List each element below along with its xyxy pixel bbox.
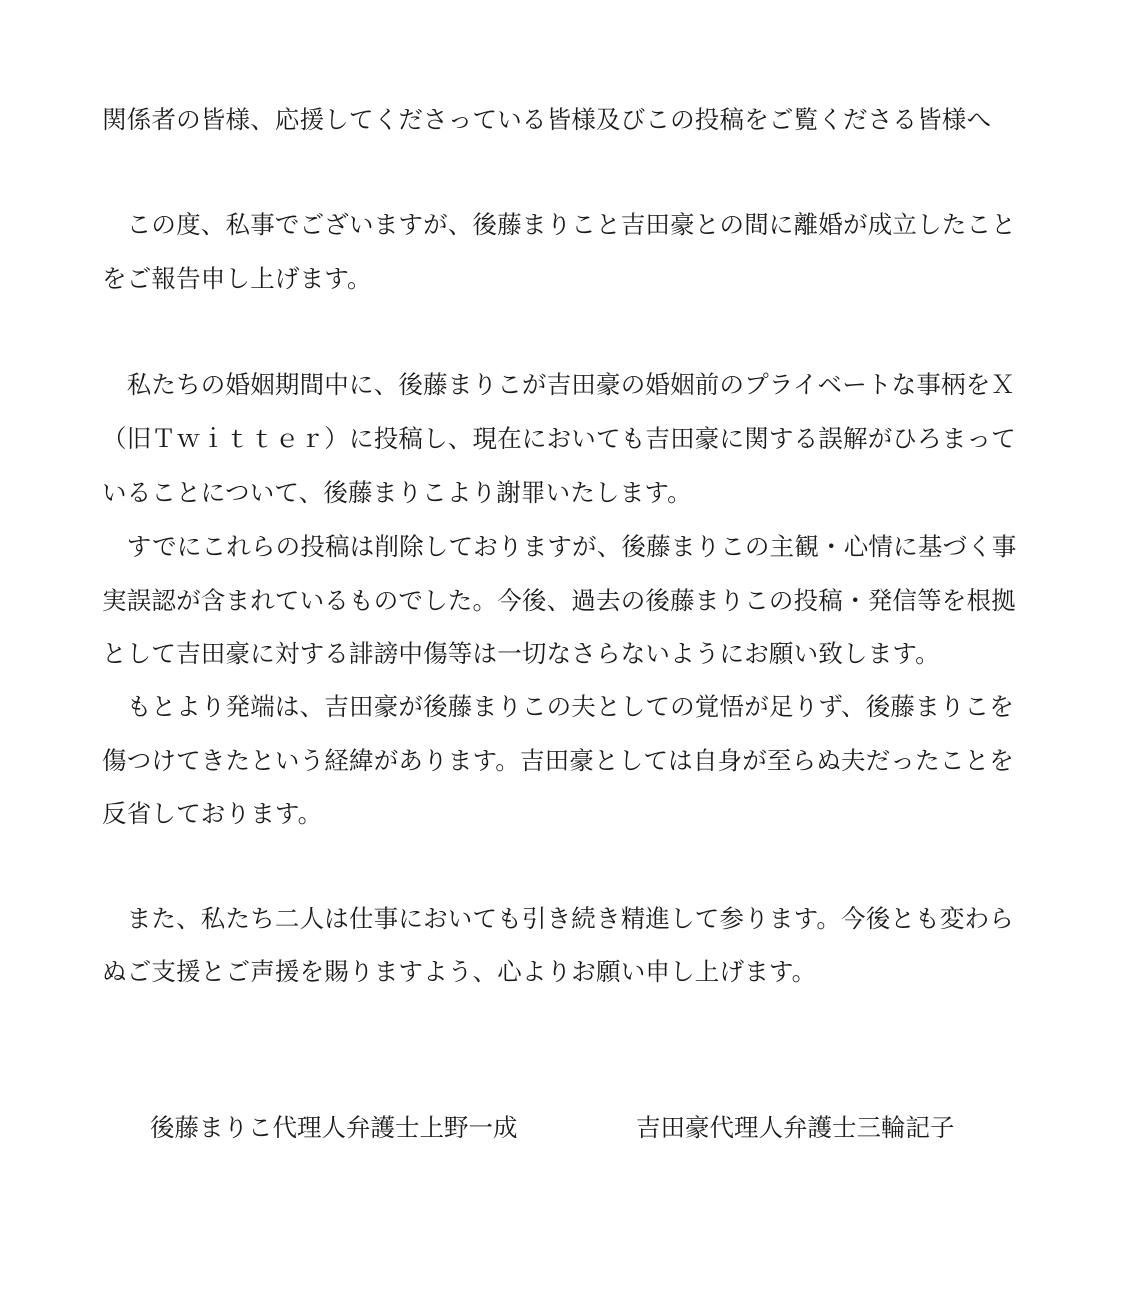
signature-goto-attorney: 後藤まりこ代理人弁護士上野一成: [150, 1113, 518, 1142]
paragraph-line: 実誤認が含まれているものでした。今後、過去の後藤まりこの投稿・発信等を根拠: [102, 586, 1016, 615]
salutation: 関係者の皆様、応援してくださっている皆様及びこの投稿をご覧くださる皆様へ: [102, 105, 992, 134]
paragraph-line: 私たちの婚姻期間中に、後藤まりこが吉田豪の婚姻前のプライベートな事柄をＸ: [102, 370, 1016, 399]
paragraph-line: いることについて、後藤まりこより謝罪いたします。: [102, 478, 692, 507]
paragraph-line: として吉田豪に対する誹謗中傷等は一切なさらないようにお願い致します。: [102, 639, 940, 668]
paragraph-line: もとより発端は、吉田豪が後藤まりこの夫としての覚悟が足りず、後藤まりこを: [102, 692, 1014, 721]
paragraph-line: また、私たち二人は仕事においても引き続き精進して参ります。今後とも変わら: [102, 904, 1014, 933]
paragraph-line: 傷つけてきたという経緯があります。吉田豪としては自身が至らぬ夫だったことを: [102, 746, 1014, 775]
signature-yoshida-attorney: 吉田豪代理人弁護士三輪記子: [636, 1113, 955, 1142]
paragraph-line: をご報告申し上げます。: [102, 264, 372, 293]
paragraph-line: すでにこれらの投稿は削除しておりますが、後藤まりこの主観・心情に基づく事: [102, 532, 1017, 561]
paragraph-line: （旧Ｔｗｉｔｔｅｒ）に投稿し、現在においても吉田豪に関する誤解がひろまって: [102, 424, 1016, 453]
paragraph-line: 反省しております。: [102, 799, 323, 828]
paragraph-line: ぬご支援とご声援を賜りますよう、心よりお願い申し上げます。: [102, 957, 817, 986]
paragraph-line: この度、私事でございますが、後藤まりこと吉田豪との間に離婚が成立したこと: [102, 210, 1016, 239]
